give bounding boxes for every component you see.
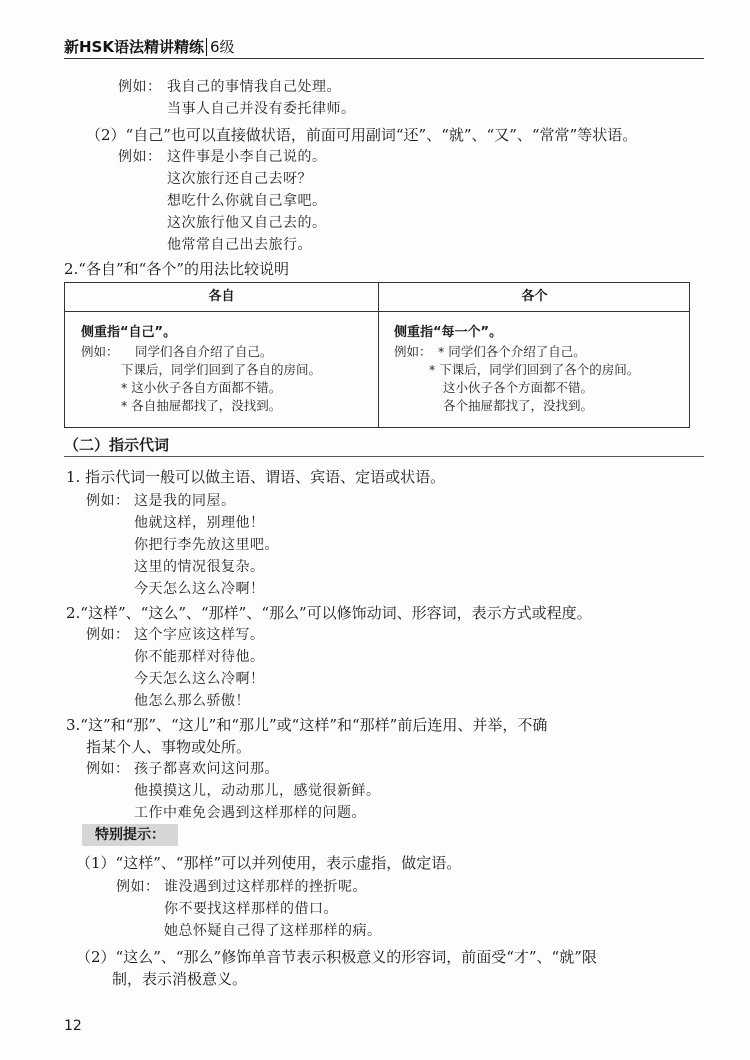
example-line: 她总怀疑自己得了这样那样的病。 — [164, 923, 382, 939]
example-label: 例如： — [86, 761, 130, 777]
table-example-line: 同学们各自介绍了自己。 — [135, 344, 273, 359]
header-rule — [64, 58, 704, 59]
example-line: 这件事是小李自己说的。 — [167, 149, 327, 165]
comparison-table — [64, 282, 690, 428]
example-label: 例如： — [116, 879, 160, 895]
item-3-text-line-1: 3.“这”和“那”、“这儿”和“那儿”或“这样”和“那样”前后连用、并举，不确 — [66, 716, 548, 734]
table-example-label: 例如： — [81, 344, 119, 359]
example-line: 这个字应该这样写。 — [134, 627, 265, 643]
example-line: 这次旅行还自己去呀？ — [167, 171, 312, 187]
table-example-line: 各个抽屉都找了，没找到。 — [443, 398, 594, 413]
table-header-gezi: 各自 — [208, 289, 235, 304]
example-label: 例如： — [118, 149, 162, 165]
example-line: 他就这样，别理他！ — [134, 515, 265, 531]
point-2-text: （2）“自己”也可以直接做状语，前面可用副词“还”、“就”、“又”、“常常”等状语。 — [86, 126, 638, 144]
example-label: 例如： — [86, 627, 130, 643]
example-line: 当事人自己并没有委托律师。 — [167, 101, 356, 117]
example-line: 他常常自己出去旅行。 — [167, 237, 312, 253]
table-example-line: 这小伙子各个方面都不错。 — [443, 380, 594, 395]
book-level: 6级 — [206, 38, 235, 56]
item-2-text: 2.“这样”、“这么”、“那样”、“那么”可以修饰动词、形容词，表示方式或程度。 — [66, 604, 592, 622]
comparison-title: 2.“各自”和“各个”的用法比较说明 — [64, 260, 289, 278]
book-title: 新HSK语法精讲精练 — [64, 38, 204, 56]
example-line: 你不要找这样那样的借口。 — [164, 901, 338, 917]
example-line: 这是我的同屋。 — [134, 493, 236, 509]
tip-point-2-line-2: 制，表示消极意义。 — [112, 970, 248, 988]
example-line: 你把行李先放这里吧。 — [134, 537, 279, 553]
special-tip-badge: 特别提示： — [82, 824, 178, 846]
section-heading: （二）指示代词 — [64, 436, 170, 454]
item-1-text: 1. 指示代词一般可以做主语、谓语、宾语、定语或状语。 — [66, 468, 446, 486]
table-example-line: * 各自抽屉都找了，没找到。 — [121, 398, 282, 413]
example-line: 我自己的事情我自己处理。 — [167, 79, 341, 95]
example-label: 例如： — [86, 493, 130, 509]
example-line: 今天怎么这么冷啊！ — [134, 581, 265, 597]
example-label: 例如： — [118, 79, 162, 95]
item-3-text-line-2: 指某个人、事物或处所。 — [86, 738, 252, 756]
table-example-line: 下课后，同学们回到了各自的房间。 — [121, 362, 322, 377]
example-line: 他摸摸这儿，动动那儿，感觉很新鲜。 — [134, 783, 381, 799]
gege-usage-label: 侧重指“每一个”。 — [394, 325, 503, 340]
section-rule — [64, 456, 704, 457]
example-line: 孩子都喜欢问这问那。 — [134, 761, 279, 777]
table-example-label: 例如： — [394, 344, 432, 359]
page-number: 12 — [64, 1018, 82, 1034]
example-line: 你不能那样对待他。 — [134, 649, 265, 665]
table-example-line: * 同学们各个介绍了自己。 — [438, 344, 586, 359]
table-example-line: * 这小伙子各自方面都不错。 — [121, 380, 282, 395]
example-line: 想吃什么你就自己拿吧。 — [167, 193, 327, 209]
running-header — [64, 36, 235, 57]
table-header-gege: 各个 — [521, 289, 548, 304]
example-line: 这次旅行他又自己去的。 — [167, 215, 327, 231]
table-example-line: * 下课后，同学们回到了各个的房间。 — [429, 362, 640, 377]
tip-point-1: （1）“这样”、“那样”可以并列使用，表示虚指，做定语。 — [76, 854, 462, 872]
example-line: 他怎么那么骄傲！ — [134, 693, 250, 709]
table-header-divider — [65, 311, 689, 312]
example-line: 谁没遇到过这样那样的挫折呢。 — [164, 879, 367, 895]
example-line: 这里的情况很复杂。 — [134, 559, 265, 575]
example-line: 今天怎么这么冷啊！ — [134, 671, 265, 687]
example-line: 工作中难免会遇到这样那样的问题。 — [134, 805, 366, 821]
gezi-usage-label: 侧重指“自己”。 — [81, 325, 177, 340]
tip-point-2-line-1: （2）“这么”、“那么”修饰单音节表示积极意义的形容词，前面受“才”、“就”限 — [76, 948, 597, 966]
